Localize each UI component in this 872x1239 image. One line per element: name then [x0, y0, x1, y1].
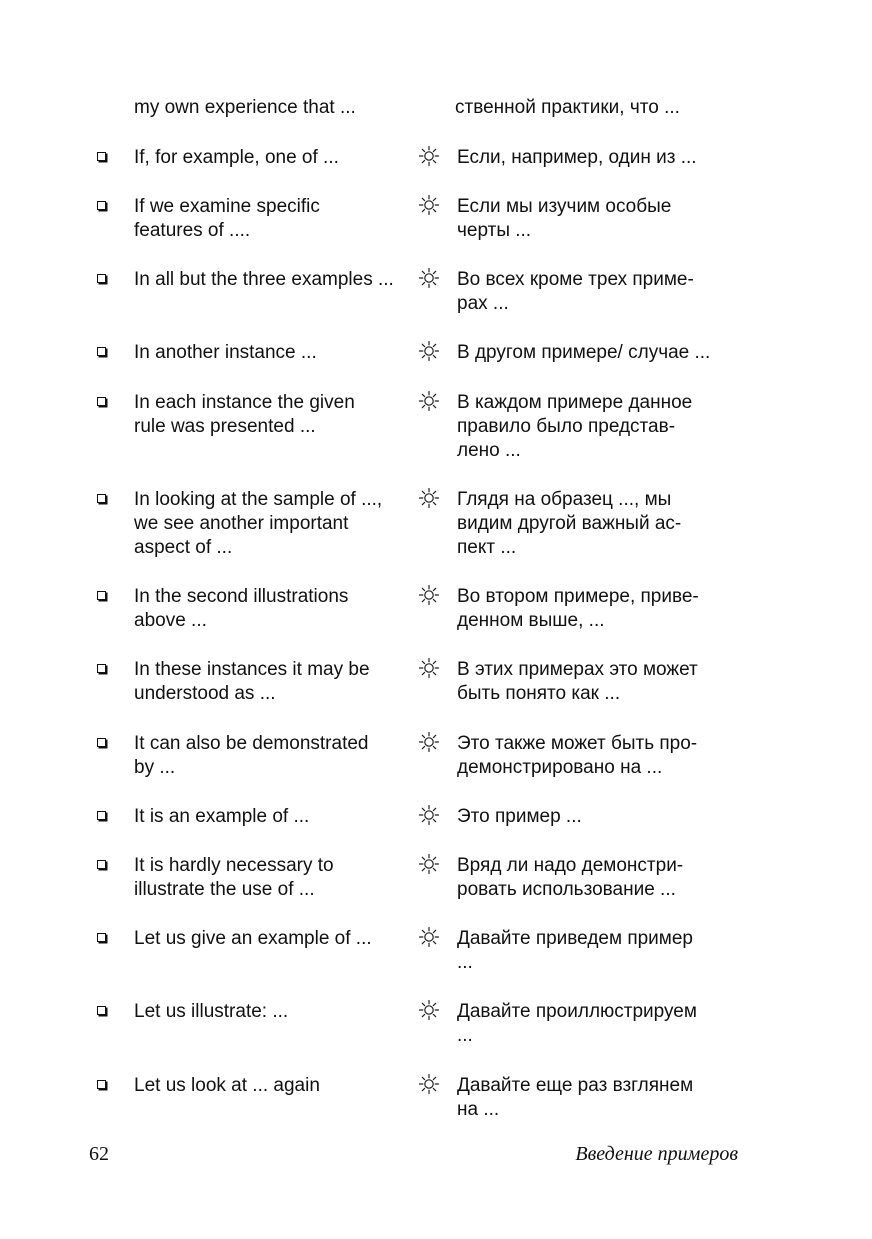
english-phrase: It is hardly necessary to illustrate the use of ...: [134, 855, 334, 900]
checkbox-icon: [97, 152, 106, 161]
checkbox-icon: [97, 347, 106, 356]
sun-icon: [418, 267, 440, 289]
russian-translation: Давайте проиллюстрируем ...: [457, 1001, 697, 1046]
english-phrase: Let us give an example of ...: [134, 928, 372, 949]
continuation-russian: ственной практики, что ...: [455, 97, 680, 118]
sun-icon: [418, 487, 440, 509]
russian-translation: Во всех кроме трех приме- рах ...: [457, 269, 694, 314]
checkbox-icon: [97, 811, 106, 820]
english-phrase: It can also be demonstrated by ...: [134, 733, 369, 778]
sun-icon: [418, 194, 440, 216]
sun-icon: [418, 999, 440, 1021]
checkbox-icon: [97, 738, 106, 747]
russian-translation: Это также может быть про- демонстрировано на ...: [457, 733, 698, 778]
sun-icon: [418, 657, 440, 679]
english-phrase: It is an example of ...: [134, 806, 310, 827]
russian-translation: Если, например, один из ...: [457, 147, 697, 168]
checkbox-icon: [97, 664, 106, 673]
english-phrase: In the second illustrations above ...: [134, 586, 349, 631]
checkbox-icon: [97, 274, 106, 283]
checkbox-icon: [97, 494, 106, 503]
russian-translation: Если мы изучим особые черты ...: [457, 196, 672, 241]
russian-translation: Давайте еще раз взглянем на ...: [457, 1075, 694, 1120]
english-phrase: In all but the three examples ...: [134, 269, 394, 290]
section-title: Введение примеров: [575, 1143, 738, 1165]
checkbox-icon: [97, 933, 106, 942]
english-phrase: Let us look at ... again: [134, 1075, 320, 1096]
russian-translation: Это пример ...: [457, 806, 582, 827]
checkbox-icon: [97, 591, 106, 600]
checkbox-icon: [97, 1006, 106, 1015]
english-phrase: In each instance the given rule was presented ...: [134, 392, 355, 437]
english-phrase: In looking at the sample of ..., we see another important aspect of ...: [134, 489, 383, 558]
english-phrase: In these instances it may be understood as ...: [134, 659, 370, 704]
sun-icon: [418, 853, 440, 875]
checkbox-icon: [97, 397, 106, 406]
russian-translation: В этих примерах это может быть понято как ...: [457, 659, 698, 704]
page-number: 62: [89, 1143, 109, 1165]
sun-icon: [418, 804, 440, 826]
sun-icon: [418, 731, 440, 753]
russian-translation: Во втором примере, приве- денном выше, ...: [457, 586, 699, 631]
english-phrase: Let us illustrate: ...: [134, 1001, 289, 1022]
sun-icon: [418, 584, 440, 606]
checkbox-icon: [97, 860, 106, 869]
russian-translation: В каждом примере данное правило было представ- лено ...: [457, 392, 693, 461]
english-phrase: If we examine specific features of ....: [134, 196, 320, 241]
checkbox-icon: [97, 1080, 106, 1089]
continuation-english: my own experience that ...: [134, 97, 356, 118]
checkbox-icon: [97, 201, 106, 210]
russian-translation: В другом примере/ случае ...: [457, 342, 711, 363]
sun-icon: [418, 926, 440, 948]
english-phrase: In another instance ...: [134, 342, 317, 363]
russian-translation: Глядя на образец ..., мы видим другой важный ас- пект ...: [457, 489, 682, 558]
russian-translation: Давайте приведем пример ...: [457, 928, 693, 973]
russian-translation: Вряд ли надо демонстри- ровать использование ...: [457, 855, 684, 900]
sun-icon: [418, 340, 440, 362]
sun-icon: [418, 145, 440, 167]
english-phrase: If, for example, one of ...: [134, 147, 339, 168]
sun-icon: [418, 390, 440, 412]
sun-icon: [418, 1073, 440, 1095]
